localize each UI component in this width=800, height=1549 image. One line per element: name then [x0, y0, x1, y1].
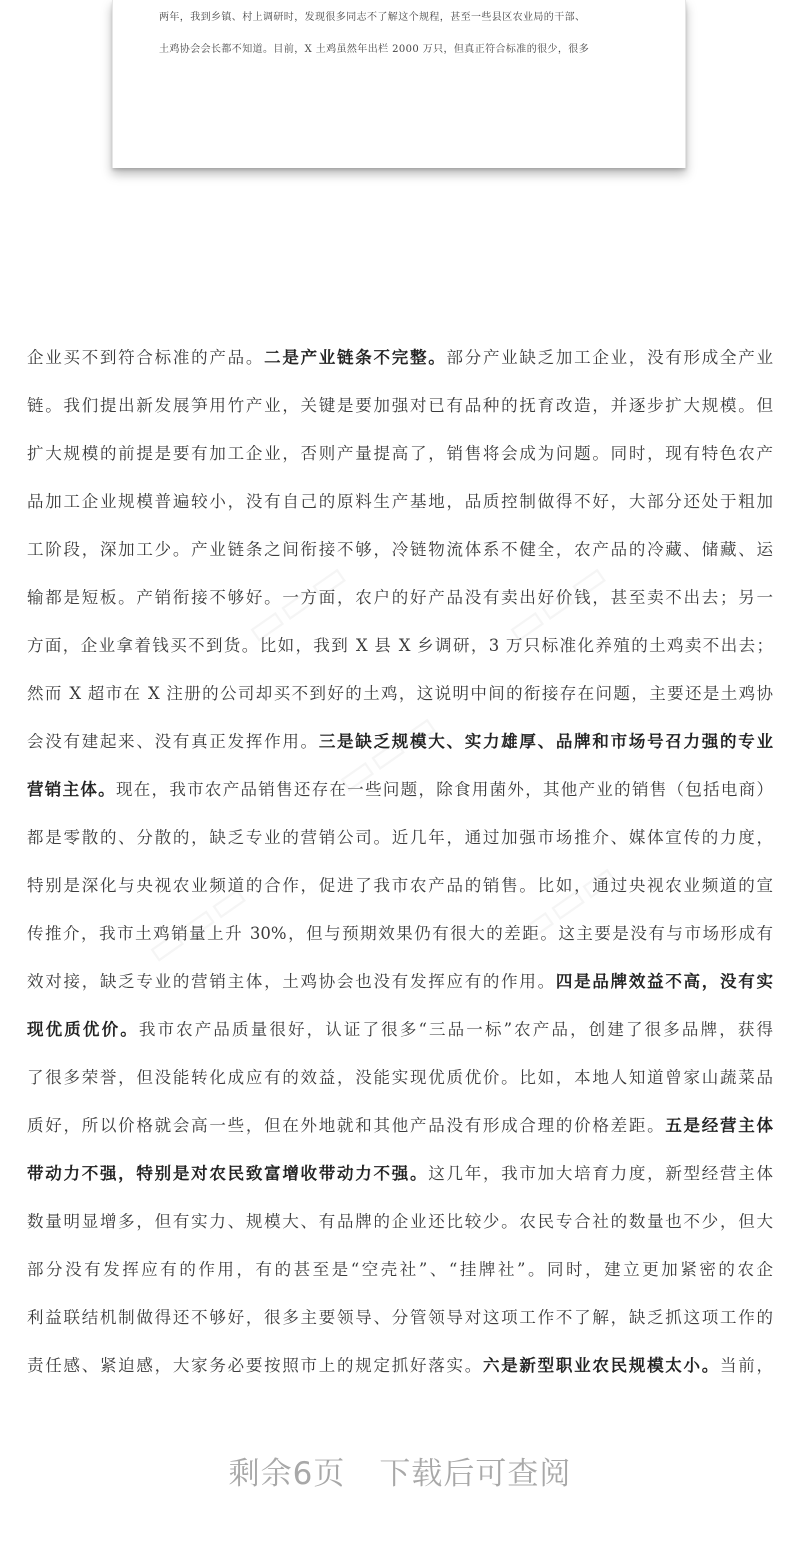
- watermark-decoration: ▭▭▭: [137, 871, 257, 975]
- watermark-decoration: ▭▭▭: [327, 701, 447, 805]
- text-line: 责任感、紧迫感，大家务必要按照市上的规定抓好落实。六是新型职业农民规模太小。当前，: [27, 1356, 773, 1375]
- text-line: 利益联结机制做得还不够好，很多主要领导、分管领导对这项工作不了解，缺乏抓这项工作的: [27, 1308, 773, 1327]
- download-notice[interactable]: [0, 1448, 800, 1493]
- text-line: 传推介，我市土鸡销量上升 30%，但与预期效果仍有很大的差距。这主要是没有与市场形成有: [27, 924, 773, 943]
- document-body-text: [27, 334, 773, 1390]
- watermark-decoration: ▭▭▭: [497, 551, 617, 655]
- remaining-pages-label: 剩余6页: [228, 1456, 346, 1492]
- watermark-decoration: ▭▭▭: [237, 551, 357, 655]
- text-line: 都是零散的、分散的，缺乏专业的营销公司。近几年，通过加强市场推介、媒体宣传的力度，: [27, 828, 773, 847]
- bold-heading: 六是新型职业农民规模太小。: [482, 1356, 721, 1375]
- bold-heading: 带动力不强，特别是对农民致富增收带动力不强。: [27, 1164, 429, 1183]
- text-line: 品加工企业规模普遍较小，没有自己的原料生产基地，品质控制做得不好，大部分还处于粗加: [27, 492, 773, 511]
- text-line: 现优质优价。我市农产品质量很好，认证了很多“三品一标”农产品，创建了很多品牌，获得: [27, 1020, 773, 1039]
- bold-heading: 二是产业链条不完整。: [264, 348, 447, 367]
- text-line: 工阶段，深加工少。产业链条之间衔接不够，冷链物流体系不健全，农产品的冷藏、储藏、运: [27, 540, 773, 559]
- text-line: 输都是短板。产销衔接不够好。一方面，农户的好产品没有卖出好价钱，甚至卖不出去；另一: [27, 588, 773, 607]
- text-line: 数量明显增多，但有实力、规模大、有品牌的企业还比较少。农民专合社的数量也不少，但大: [27, 1212, 773, 1231]
- bold-heading: 五是经营主体: [665, 1116, 773, 1135]
- preview-line-1: 两年，我到乡镇、村上调研时，发现很多同志不了解这个规程，甚至一些县区农业局的干部、: [159, 12, 586, 23]
- document-preview-card: [112, 0, 686, 168]
- bold-heading: 营销主体。: [27, 780, 116, 799]
- text-line: 带动力不强，特别是对农民致富增收带动力不强。这几年，我市加大培育力度，新型经营主体: [27, 1164, 773, 1183]
- text-line: 营销主体。现在，我市农产品销售还存在一些问题，除食用菌外，其他产业的销售（包括电商）: [27, 780, 773, 799]
- bold-heading: 四是品牌效益不高，没有实: [555, 972, 773, 991]
- text-line: 扩大规模的前提是要有加工企业，否则产量提高了，销售将会成为问题。同时，现有特色农产: [27, 444, 773, 463]
- download-to-view-label: 下载后可查阅: [379, 1456, 572, 1492]
- text-line: 会没有建起来、没有真正发挥作用。三是缺乏规模大、实力雄厚、品牌和市场号召力强的专业: [27, 732, 773, 751]
- text-line: 企业买不到符合标准的产品。二是产业链条不完整。部分产业缺乏加工企业，没有形成全产业: [27, 348, 773, 367]
- watermark-decoration: ▭▭▭: [507, 851, 627, 955]
- bold-heading: 现优质优价。: [27, 1020, 139, 1039]
- text-line: 方面，企业拿着钱买不到货。比如，我到 X 县 X 乡调研，3 万只标准化养殖的土鸡卖不出去；: [27, 636, 773, 655]
- text-line: 特别是深化与央视农业频道的合作，促进了我市农产品的销售。比如，通过央视农业频道的宣: [27, 876, 773, 895]
- text-line: 部分没有发挥应有的作用，有的甚至是“空壳社”、“挂牌社”。同时，建立更加紧密的农企: [27, 1260, 773, 1279]
- text-line: 效对接，缺乏专业的营销主体，土鸡协会也没有发挥应有的作用。四是品牌效益不高，没有实: [27, 972, 773, 991]
- preview-line-2: 土鸡协会会长都不知道。目前，X 土鸡虽然年出栏 2000 万只，但真正符合标准的很少，很多: [159, 44, 590, 55]
- text-line: 质好，所以价格就会高一些，但在外地就和其他产品没有形成合理的价格差距。五是经营主体: [27, 1116, 773, 1135]
- text-line: 然而 X 超市在 X 注册的公司却买不到好的土鸡，这说明中间的衔接存在问题，主要还是土鸡协: [27, 684, 773, 703]
- text-line: 了很多荣誉，但没能转化成应有的效益，没能实现优质优价。比如，本地人知道曾家山蔬菜品: [27, 1068, 773, 1087]
- text-line: 链。我们提出新发展笋用竹产业，关键是要加强对已有品种的抚育改造，并逐步扩大规模。但: [27, 396, 773, 415]
- bold-heading: 三是缺乏规模大、实力雄厚、品牌和市场号召力强的专业: [318, 732, 773, 751]
